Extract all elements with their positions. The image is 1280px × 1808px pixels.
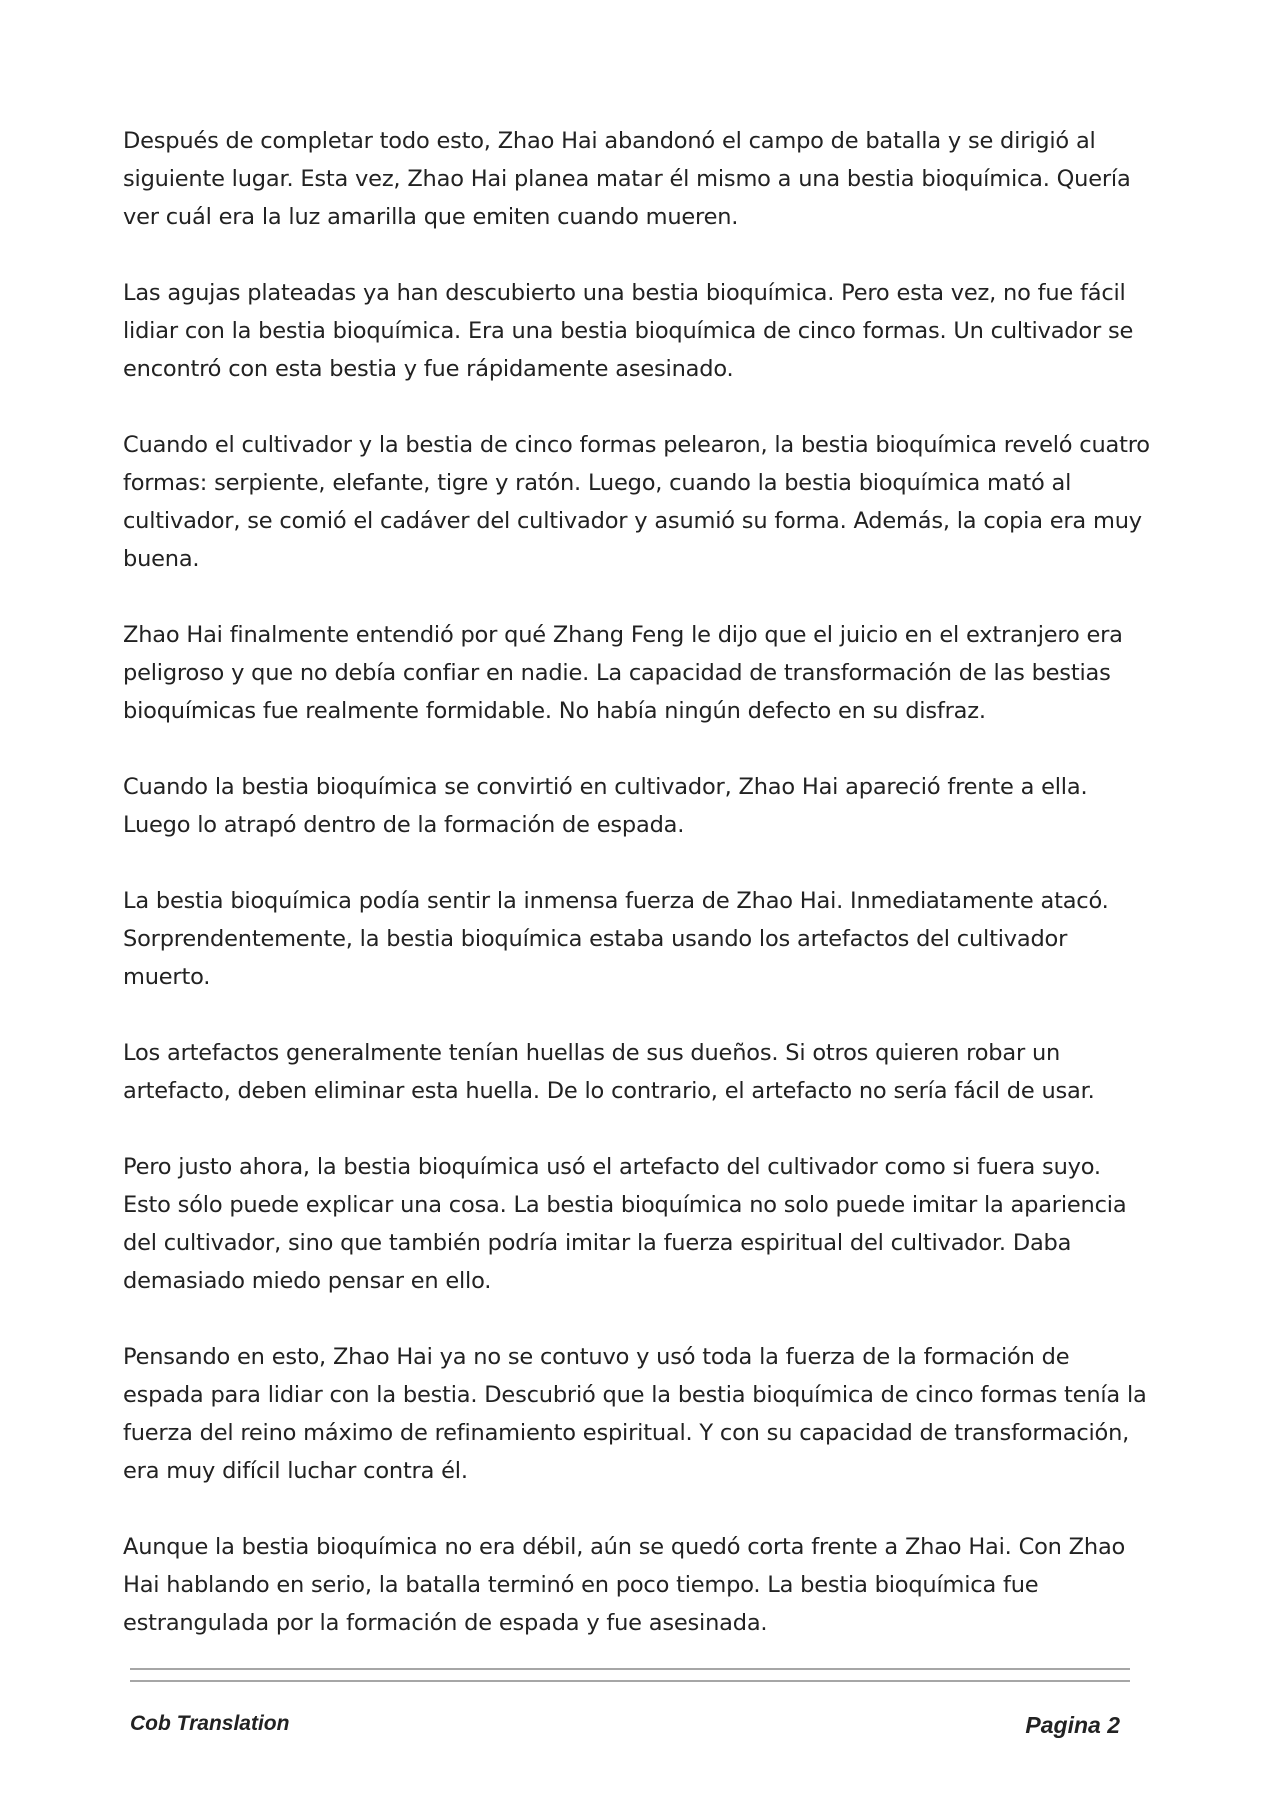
paragraph-6: La bestia bioquímica podía sentir la inmensa fuerza de Zhao Hai. Inmediatamente atacó. Sorprendentemente, la bestia bioquímica estaba usando los artefactos del cultivador muerto. [123,888,1109,990]
paragraph-1: Después de completar todo esto, Zhao Hai abandonó el campo de batalla y se dirigió al siguiente lugar. Esta vez, Zhao Hai planea matar él mismo a una bestia bioquímica. Quería ver cuál era la luz amarilla que emiten cuando mueren. [123,128,1131,230]
paragraph-10: Aunque la bestia bioquímica no era débil, aún se quedó corta frente a Zhao Hai. Con Zhao Hai hablando en serio, la batalla terminó en poco tiempo. La bestia bioquímica fue estrangulada por la formación de espada y fue asesinada. [123,1534,1126,1636]
footer-divider-bottom [130,1680,1130,1682]
footer-page-number: Pagina 2 [1025,1712,1120,1738]
footer-divider-top [130,1668,1130,1670]
document-body [123,122,1153,1680]
footer-translator-credit: Cob Translation [130,1712,290,1735]
paragraph-7: Los artefactos generalmente tenían huellas de sus dueños. Si otros quieren robar un artefacto, deben eliminar esta huella. De lo contrario, el artefacto no sería fácil de usar. [123,1040,1095,1104]
paragraph-8: Pero justo ahora, la bestia bioquímica usó el artefacto del cultivador como si fuera suyo. Esto sólo puede explicar una cosa. La bestia bioquímica no solo puede imitar la apariencia del cultivador, sino que también podría imitar la fuerza espiritual del cultivador. Daba demasiado miedo pensar en ello. [123,1154,1127,1294]
paragraph-5: Cuando la bestia bioquímica se convirtió en cultivador, Zhao Hai apareció frente a ella. Luego lo atrapó dentro de la formación de espada. [123,774,1088,838]
paragraph-2: Las agujas plateadas ya han descubierto una bestia bioquímica. Pero esta vez, no fue fácil lidiar con la bestia bioquímica. Era una bestia bioquímica de cinco formas. Un cultivador se encontró con esta bestia y fue rápidamente asesinado. [123,280,1134,382]
paragraph-9: Pensando en esto, Zhao Hai ya no se contuvo y usó toda la fuerza de la formación de espada para lidiar con la bestia. Descubrió que la bestia bioquímica de cinco formas tenía la fuerza del reino máximo de refinamiento espiritual. Y con su capacidad de transformación, era muy difícil luchar contra él. [123,1344,1147,1484]
paragraph-3: Cuando el cultivador y la bestia de cinco formas pelearon, la bestia bioquímica reveló cuatro formas: serpiente, elefante, tigre y ratón. Luego, cuando la bestia bioquímica mató al cultivador, se comió el cadáver del cultivador y asumió su forma. Además, la copia era muy buena. [123,432,1150,572]
paragraph-4: Zhao Hai finalmente entendió por qué Zhang Feng le dijo que el juicio en el extranjero era peligroso y que no debía confiar en nadie. La capacidad de transformación de las bestias bioquímicas fue realmente formidable. No había ningún defecto en su disfraz. [123,622,1123,724]
